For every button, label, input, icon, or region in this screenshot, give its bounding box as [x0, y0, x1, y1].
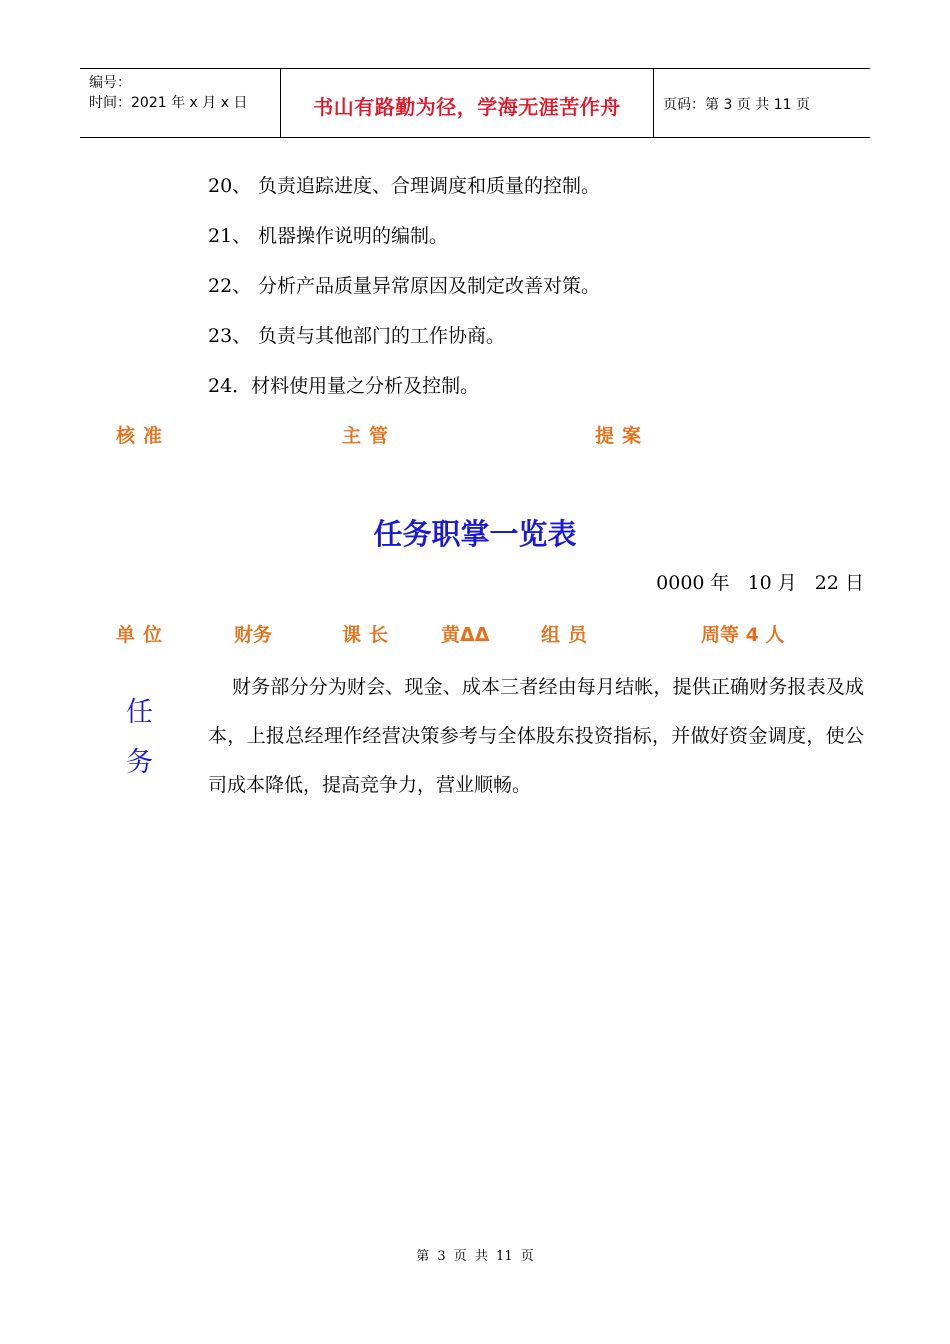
- table-title: 任务职掌一览表: [373, 517, 577, 551]
- members-value: 周等 4 人: [701, 624, 785, 646]
- page-info: 页码：第 3 页 共 11 页: [663, 97, 810, 113]
- task-description: 财务部分分为财会、现金、成本三者经由每月结帐，提供正确财务报表及成本，上报总经理作经营决策参考与全体股东投资指标，并做好资金调度，使公司成本降低，提高竞争力，营业顺畅。: [208, 676, 864, 796]
- date-day: 22 日: [814, 572, 864, 594]
- duty-item-23: 23、 负责与其他部门的工作协商。: [208, 325, 506, 347]
- approve-label: 核准: [116, 425, 171, 447]
- date-month: 10 月: [747, 572, 797, 594]
- task-label-1: 任: [126, 697, 153, 728]
- time-label: 时间：2021 年 x 月 x 日: [89, 95, 248, 111]
- members-label: 组员: [541, 624, 596, 646]
- unit-value: 财务: [234, 624, 273, 646]
- chief-label: 课长: [342, 624, 397, 646]
- proposal-label: 提案: [595, 425, 650, 447]
- date-year: 0000 年: [656, 572, 730, 594]
- duty-item-20: 20、 负责追踪进度、合理调度和质量的控制。: [208, 175, 601, 197]
- motto: 书山有路勤为径，学海无涯苦作舟: [281, 69, 654, 137]
- chief-value: 黄ⵠⵠ: [441, 624, 490, 646]
- duty-item-24: 24．材料使用量之分析及控制。: [208, 375, 480, 397]
- page-footer: 第 3 页 共 11 页: [416, 1249, 534, 1264]
- unit-label: 单位: [116, 624, 171, 646]
- date: [648, 568, 864, 595]
- doc-number-label: 编号：: [89, 75, 131, 91]
- duty-item-21: 21、 机器操作说明的编制。: [208, 225, 449, 247]
- header-table: [80, 68, 870, 138]
- header-meta: [80, 69, 281, 137]
- duty-item-22: 22、 分析产品质量异常原因及制定改善对策。: [208, 275, 601, 297]
- supervisor-label: 主管: [342, 425, 397, 447]
- task-label-2: 务: [126, 747, 153, 778]
